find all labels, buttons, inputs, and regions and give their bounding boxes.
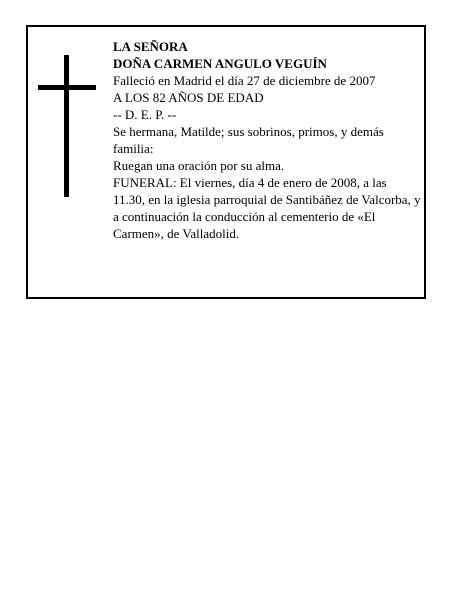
rip-line: -- D. E. P. -- <box>113 107 177 122</box>
family-line: Se hermana, Matilde; sus sobrinos, primos, y demás familia: <box>113 124 384 156</box>
latin-cross-icon <box>38 55 96 197</box>
cross-vertical-bar <box>64 55 69 197</box>
death-date-line: Falleció en Madrid el día 27 de diciembre de 2007 <box>113 73 376 88</box>
funeral-details: FUNERAL: El viernes, día 4 de enero de 2008, a las 11.30, en la iglesia parroquial de Santibáñez de Valcorba, y a continuación la conducción al cementerio de «El Carmen», de Valladolid. <box>113 175 421 241</box>
obituary-text-block <box>113 38 421 242</box>
notice-title: LA SEÑORA <box>113 39 188 54</box>
prayer-line: Ruegan una oración por su alma. <box>113 158 285 173</box>
deceased-name: DOÑA CARMEN ANGULO VEGUÍN <box>113 56 327 71</box>
cross-horizontal-bar <box>38 85 96 90</box>
age-line: A LOS 82 AÑOS DE EDAD <box>113 90 264 105</box>
